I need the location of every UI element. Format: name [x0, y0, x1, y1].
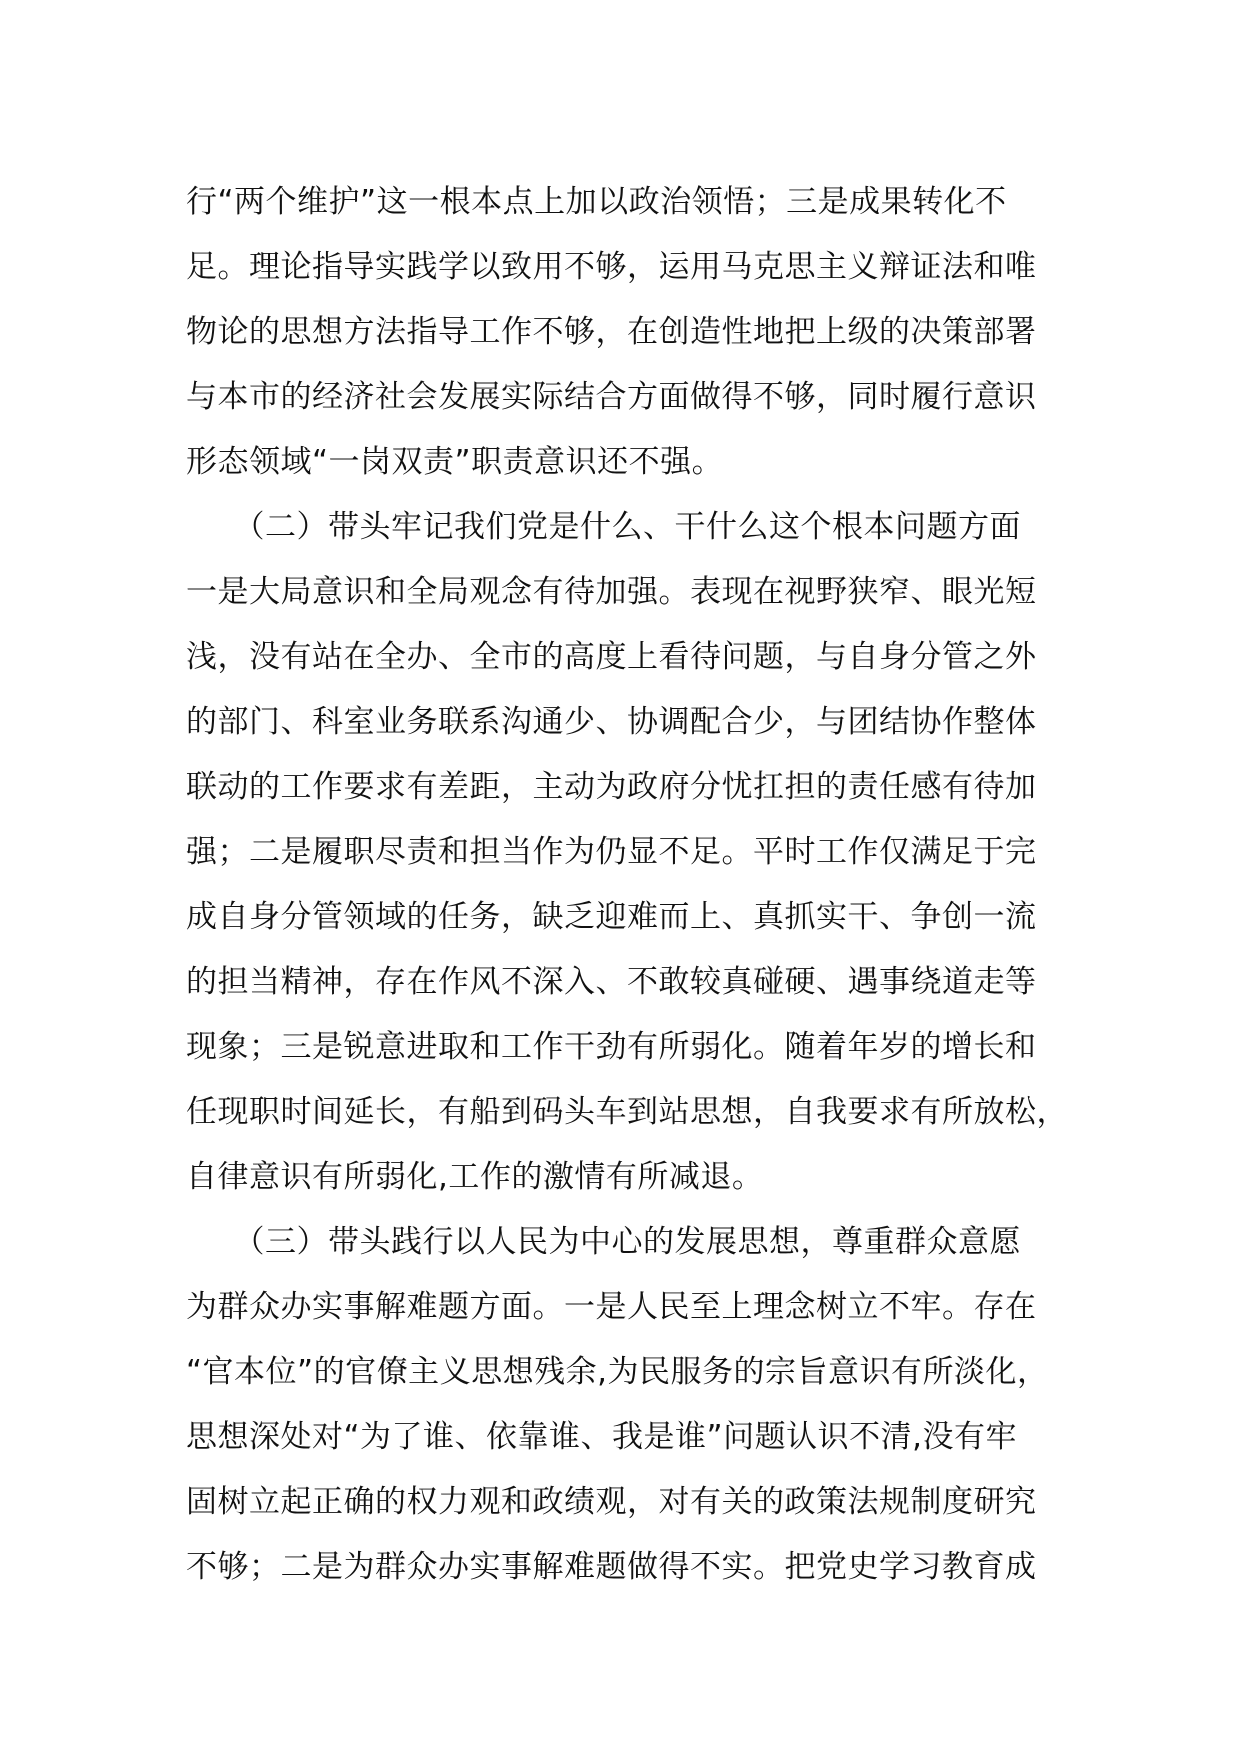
- text-line: 的担当精神，存在作风不深入、不敢较真碰硬、遇事绕道走等: [186, 964, 1037, 1000]
- text-line: “官本位”的官僚主义思想残余,为民服务的宗旨意识有所淡化，: [186, 1354, 1049, 1390]
- text-line: 浅，没有站在全办、全市的高度上看待问题，与自身分管之外: [186, 639, 1037, 675]
- text-line: 形态领域“一岗双责”职责意识还不强。: [186, 444, 724, 480]
- text-line: 行“两个维护”这一根本点上加以政治领悟；三是成果转化不: [186, 184, 1007, 220]
- text-line: 为群众办实事解难题方面。一是人民至上理念树立不牢。存在: [186, 1289, 1037, 1325]
- text-line: 足。理论指导实践学以致用不够，运用马克思主义辩证法和唯: [186, 249, 1037, 285]
- text-line: 的部门、科室业务联系沟通少、协调配合少，与团结协作整体: [186, 704, 1037, 740]
- text-line: 与本市的经济社会发展实际结合方面做得不够，同时履行意识: [186, 379, 1037, 415]
- text-line: 联动的工作要求有差距，主动为政府分忧扛担的责任感有待加: [186, 769, 1037, 805]
- text-line: 现象；三是锐意进取和工作干劲有所弱化。随着年岁的增长和: [186, 1029, 1037, 1065]
- text-line: 固树立起正确的权力观和政绩观，对有关的政策法规制度研究: [186, 1484, 1037, 1520]
- section-heading-line: （三）带头践行以人民为中心的发展思想，尊重群众意愿: [186, 1224, 1021, 1260]
- body-text: [186, 170, 1086, 1600]
- text-line: 一是大局意识和全局观念有待加强。表现在视野狭窄、眼光短: [186, 574, 1037, 610]
- text-line: 成自身分管领域的任务，缺乏迎难而上、真抓实干、争创一流: [186, 899, 1037, 935]
- text-line: 不够；二是为群众办实事解难题做得不实。把党史学习教育成: [186, 1549, 1037, 1585]
- text-line: 自律意识有所弱化,工作的激情有所减退。: [186, 1159, 764, 1195]
- text-line: 思想深处对“为了谁、依靠谁、我是谁”问题认识不清,没有牢: [186, 1419, 1017, 1455]
- text-line: 物论的思想方法指导工作不够，在创造性地把上级的决策部署: [186, 314, 1037, 350]
- section-heading-line: （二）带头牢记我们党是什么、干什么这个根本问题方面: [186, 509, 1021, 545]
- text-line: 任现职时间延长，有船到码头车到站思想，自我要求有所放松，: [186, 1094, 1068, 1130]
- text-line: 强；二是履职尽责和担当作为仍显不足。平时工作仅满足于完: [186, 834, 1037, 870]
